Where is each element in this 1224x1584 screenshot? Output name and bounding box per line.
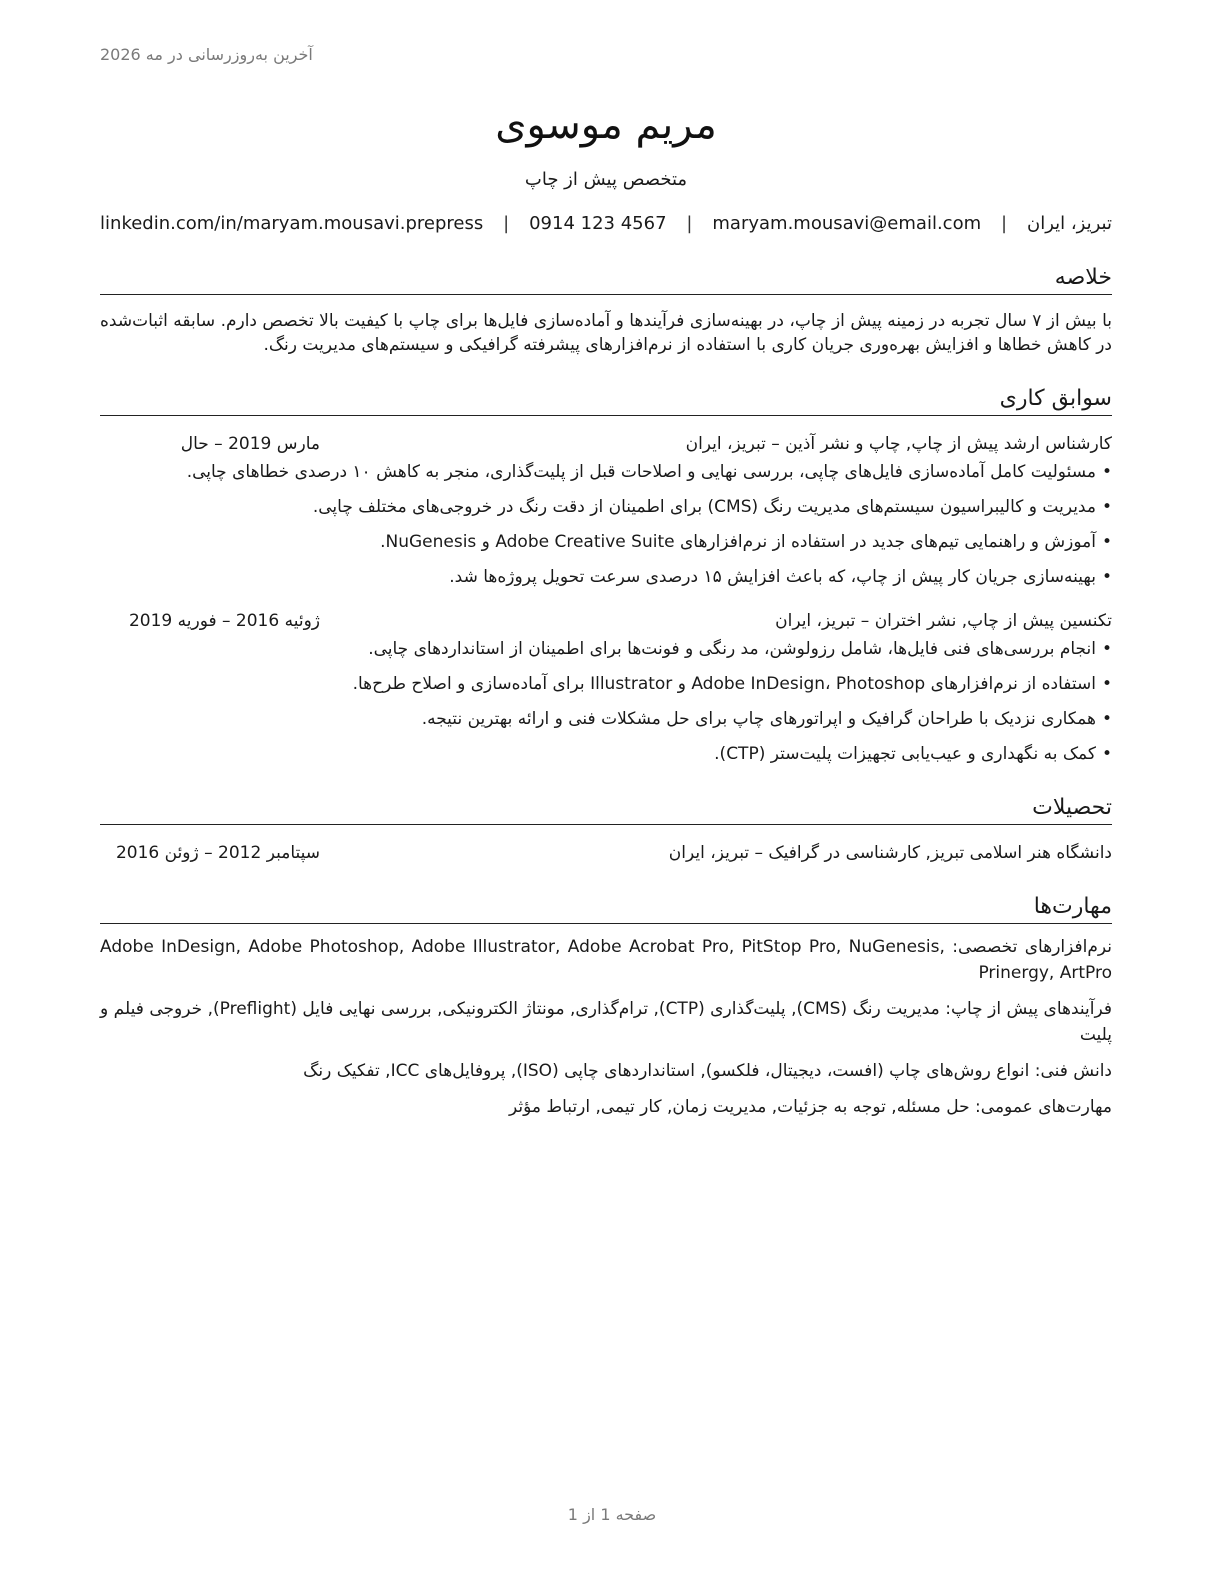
skill-label: دانش فنی: [1034,1061,1112,1081]
contact-email[interactable]: maryam.mousavi@email.com [712,213,982,234]
job-bullet: • کمک به نگهداری و عیب‌یابی تجهیزات پلیت‌ستر (CTP). [100,742,1112,766]
contact-location: تبریز، ایران [1026,213,1112,234]
job-bullet: • استفاده از نرم‌افزارهای Adobe InDesign، Photoshop و Illustrator برای آماده‌سازی و اصلاح طرح‌ها. [100,672,1112,696]
skill-value: مدیریت رنگ (CMS), پلیت‌گذاری (CTP), ترام‌گذاری, مونتاژ الکترونیکی, بررسی نهایی فایل (Preflight), خروجی فیلم و پلیت [100,999,1112,1045]
contact-line [100,212,1112,236]
job-role: کارشناس ارشد پیش از چاپ, چاپ و نشر آذین – تبریز، ایران [685,434,1112,454]
education-dates: سپتامبر 2012 – ژوئن 2016 [115,843,320,863]
job-bullets [100,460,1112,589]
skill-line [100,1094,1112,1120]
job-bullet: • همکاری نزدیک با طراحان گرافیک و اپراتورهای چاپ برای حل مشکلات فنی و ارائه بهترین نتیجه. [100,707,1112,731]
skill-label: فرآیندهای پیش از چاپ: [945,999,1112,1019]
skill-value: انواع روش‌های چاپ (افست، دیجیتال، فلکسو), استانداردهای چاپی (ISO), پروفایل‌های ICC, تفکیک رنگ [303,1061,1030,1081]
candidate-name: مریم موسوی [495,102,717,148]
summary-heading: خلاصه [100,264,1112,295]
skill-line [100,1058,1112,1084]
contact-separator: | [503,213,510,234]
job-header [100,609,1112,633]
job-bullet: • بهینه‌سازی جریان کار پیش از چاپ، که باعث افزایش ۱۵ درصدی سرعت تحویل پروژه‌ها شد. [100,565,1112,589]
job-bullet: • مدیریت و کالیبراسیون سیستم‌های مدیریت رنگ (CMS) برای اطمینان از دقت رنگ در خروجی‌های مختلف چاپی. [100,495,1112,519]
last-updated-note: آخرین به‌روزرسانی در مه 2026 [100,45,313,64]
job-header [100,432,1112,456]
job-entry [100,432,1112,589]
skill-value: حل مسئله, توجه به جزئیات, مدیریت زمان, کار تیمی, ارتباط مؤثر [508,1097,970,1117]
job-entry [100,609,1112,766]
skill-line [100,996,1112,1048]
job-bullets [100,637,1112,766]
skill-label: نرم‌افزارهای تخصصی: [952,937,1112,957]
summary-text: با بیش از ۷ سال تجربه در زمینه پیش از چاپ، در بهینه‌سازی فرآیندها و آماده‌سازی فایل‌ها برای چاپ با کیفیت بالا تخصص دارم. سابقه اثبات‌شده در کاهش خطاها و افزایش بهره‌وری جریان کاری با استفاده از نرم‌افزارهای پیشرفته گرافیکی و سیستم‌های مدیریت رنگ. [100,311,1112,355]
job-bullet: • مسئولیت کامل آماده‌سازی فایل‌های چاپی، بررسی نهایی و اصلاحات قبل از پلیت‌گذاری، منجر به کاهش ۱۰ درصدی خطاهای چاپی. [100,460,1112,484]
experience-heading: سوابق کاری [100,385,1112,416]
skill-line [100,934,1112,986]
contact-phone: 0914 123 4567 [529,213,667,234]
contact-separator: | [1001,213,1008,234]
education-degree: دانشگاه هنر اسلامی تبریز, کارشناسی در گرافیک – تبریز، ایران [668,843,1112,863]
page-number: صفحه 1 از 1 [567,1505,657,1524]
job-dates: مارس 2019 – حال [180,434,320,454]
candidate-title: متخصص پیش از چاپ [524,169,688,190]
education-heading: تحصیلات [100,794,1112,825]
skill-label: مهارت‌های عمومی: [975,1097,1112,1117]
education-entry [100,841,1112,865]
job-dates: ژوئیه 2016 – فوریه 2019 [128,611,320,631]
skill-value: Adobe InDesign, Adobe Photoshop, Adobe Illustrator, Adobe Acrobat Pro, PitStop Pro, NuGenesis, Prinergy, ArtPro [100,937,1112,983]
contact-separator: | [686,213,693,234]
resume-page [100,0,1112,1120]
skills-heading: مهارت‌ها [100,893,1112,924]
job-bullet: • آموزش و راهنمایی تیم‌های جدید در استفاده از نرم‌افزارهای Adobe Creative Suite و NuGenesis. [100,530,1112,554]
contact-linkedin[interactable]: linkedin.com/in/maryam.mousavi.prepress [100,213,484,234]
job-bullet: • انجام بررسی‌های فنی فایل‌ها، شامل رزولوشن، مد رنگی و فونت‌ها برای اطمینان از استانداردهای چاپی. [100,637,1112,661]
job-role: تکنسین پیش از چاپ, نشر اختران – تبریز، ایران [775,611,1112,631]
